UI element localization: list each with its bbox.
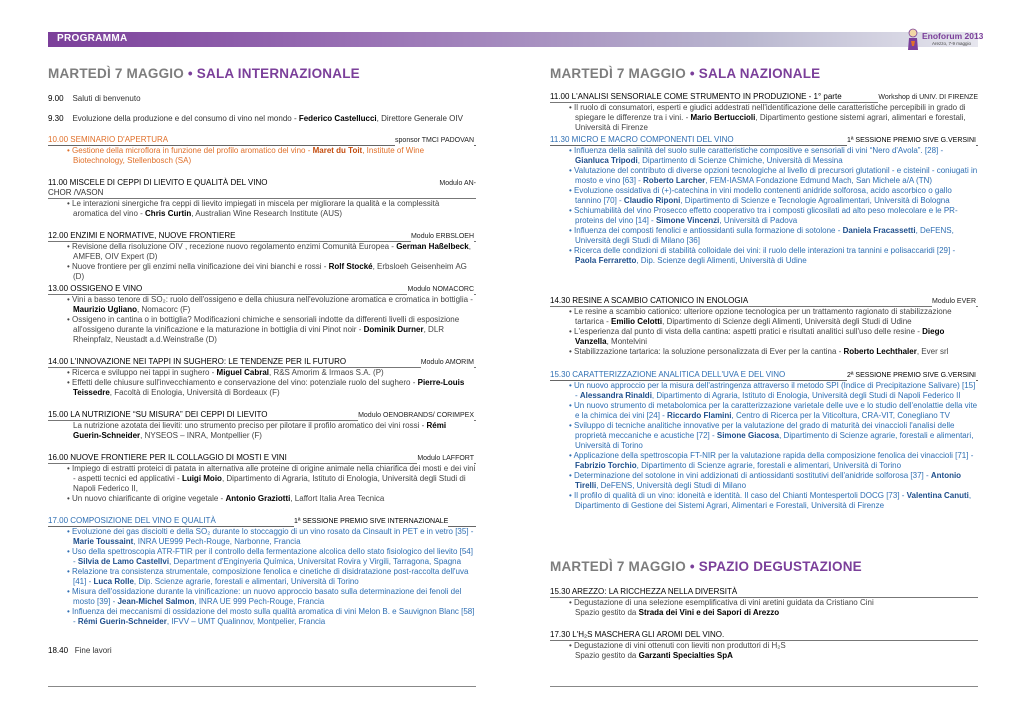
speaker-name: Federico Castellucci [298, 114, 377, 123]
event-0900 [48, 94, 141, 104]
talk-title: La nutrizione azotata dei lieviti: uno strumento preciso per pilotare il profilo aromatico dei vini rossi - [73, 421, 427, 430]
speaker-affiliation: , DLR Rheinpfalz, Neustadt a.d.Weinstraße (D) [73, 325, 445, 344]
section-bullet: • [187, 66, 193, 81]
speaker-name: Antonio Graziotti [225, 494, 291, 503]
event-sponsor: Modulo ERBSLOEH [410, 233, 474, 240]
speaker-affiliation: , Dip. Scienze agrarie, forestali e alimentari, Università di Torino [133, 577, 359, 586]
event-time: 13.00 [48, 284, 69, 293]
speaker-name: Rolf Stocké [328, 262, 373, 271]
talk-title: • Effetti delle chiusure sull'invecchiamento e conservazione del vino: potenziale ruolo del sughero - [67, 378, 418, 387]
speaker-name: Alessandra Rinaldi [579, 391, 652, 400]
talk-item [48, 464, 476, 494]
logo-title: Enoforum 2013 [922, 31, 984, 41]
talk-item [550, 651, 978, 661]
event-sponsor: Workshop di UNIV. DI FIRENZE [878, 94, 978, 101]
section-bullet: • [689, 559, 695, 574]
talk-title: • Relazione tra consistenza strumentale, composizione fenolica e cinetiche di disidratazione post-raccolta dell'uva [41] - [67, 567, 469, 586]
speaker-affiliation: , Dipartimento di Scienze e Tecnologie Agroalimentari, Università di Bologna [680, 196, 950, 205]
talk-title: • Gestione della microflora in funzione del profilo aromatico del vino - [67, 146, 313, 155]
speaker-affiliation: , Dip. Scienze degli Alimenti, Università di Udine [636, 256, 807, 265]
speaker-affiliation: , NYSEOS – INRA, Montpellier (F) [140, 431, 262, 440]
event-time: 15.30 [550, 370, 571, 379]
talk-title: • Il ruolo di consumatori, esperti e giudici addestrati nell'identificazione delle caratteristiche percepibili in grado di spiegare le differenze tra i vini. - [569, 103, 966, 122]
event-title: LA NUTRIZIONE “SU MISURA” DEI CEPPI DI LIEVITO [70, 410, 268, 419]
event-1100 [48, 178, 476, 219]
event-sponsor: Modulo LAFFORT [417, 455, 474, 462]
banner-label: PROGRAMMA [57, 33, 128, 44]
talk-item [48, 567, 476, 587]
talk-item [48, 242, 476, 262]
talk-title: • Impiego di estratti proteici di patata in alternativa alle proteine di origine animale nella chiarifica dei mosti e dei vini - aspetti tecnici ed applicativi - [67, 464, 476, 483]
event-1130-nazionale [550, 135, 978, 266]
event-time: 15.00 [48, 410, 69, 419]
talk-item [550, 451, 978, 471]
talk-item [48, 262, 476, 282]
event-1100-nazionale [550, 92, 978, 133]
event-1840 [48, 646, 112, 656]
speaker-affiliation: , Dipartimento di Scienze agrarie, forestali e alimentari, Università di Torino [636, 461, 902, 470]
speaker-affiliation: , INRA UE 999 Pech-Rouge, Francia [194, 597, 325, 606]
speaker-affiliation: , AMFEB, OIV Expert (D) [73, 242, 471, 261]
speaker-name: Simone Vincenzi [655, 216, 720, 225]
speaker-affiliation: , Nomacorc (F) [137, 305, 191, 314]
talk-item [550, 381, 978, 401]
talk-title: • Valutazione del contributo di diverse opzioni tecnologiche al livello di precursori glutationil - e cisteinil - coniugati in mosto e vino [63] - [569, 166, 978, 185]
speaker-name: Chris Curtin [145, 209, 192, 218]
event-title: RESINE A SCAMBIO CATIONICO IN ENOLOGIA [572, 296, 749, 305]
event-time: 12.00 [48, 231, 69, 240]
speaker-affiliation: , Dipartimento di Scienze degli Alimenti, Università degli Studi di Udine [662, 317, 912, 326]
speaker-name: Riccardo Flamini [667, 411, 732, 420]
event-sponsor: Modulo EVER [932, 298, 976, 305]
speaker-name: Maurizio Ugliano [73, 305, 137, 314]
talk-title: • Determinazione del sotolone in vini addizionati di antiossidanti sostitutivi dell'anidride solforosa [37] - [569, 471, 931, 480]
talk-item [550, 226, 978, 246]
speaker-affiliation: , Erbsloeh Geisenheim AG (D) [73, 262, 467, 281]
speaker-name: Antonio Tirelli [575, 471, 962, 490]
speaker-name: Silvia de Lamo Castellvi [77, 557, 170, 566]
event-title: L'ANALISI SENSORIALE COME STRUMENTO IN PRODUZIONE - 1° parte [571, 92, 842, 101]
talk-title: • Un nuovo approccio per la misura dell'astringenza attraverso il metodo SPI (Indice di Precipitazione Salivare) [15] - [569, 381, 976, 400]
event-1500 [48, 410, 476, 441]
event-title: NUOVE FRONTIERE PER IL COLLAGGIO DI MOSTI E VINI [70, 453, 287, 462]
talk-title: • Influenza dei meccanismi di ossidazione del mosto sulla qualità aromatica di vini Melon B. e Sauvignon Blanc [58] - [67, 607, 475, 626]
talk-item [48, 368, 476, 378]
speaker-name: Roberto Larcher [643, 176, 706, 185]
talk-title: • Ricerca e sviluppo nei tappi in sughero - [67, 368, 217, 377]
event-sponsor: sponsor TMCI PADOVAN [395, 137, 474, 144]
event-time: 11.00 [550, 92, 570, 101]
event-1200 [48, 231, 476, 282]
talk-item [550, 421, 978, 451]
talk-item [550, 103, 978, 133]
event-sponsor: Modulo AMORIM [420, 359, 474, 366]
speaker-name: Daniela Fracassetti [842, 226, 916, 235]
speaker-name: Simone Giacosa [716, 431, 780, 440]
event-title: CARATTERIZZAZIONE ANALITICA DELL'UVA E DEL VINO [572, 370, 786, 379]
talk-item [48, 421, 476, 441]
event-1000 [48, 135, 476, 166]
event-0930 [48, 114, 463, 124]
section-day: MARTEDÌ 7 MAGGIO [550, 66, 686, 81]
section-title-sala-nazionale [550, 66, 820, 81]
event-sponsor: 1ª SESSIONE PREMIO SIVE INTERNAZIONALE [294, 518, 449, 525]
event-title: L'H₂S MASCHERA GLI AROMI DEL VINO. [572, 630, 725, 639]
speaker-affiliation: , IFVV – UMT Qualinnov, Montpelier, Francia [166, 617, 326, 626]
speaker-affiliation: , Laffort Italia Area Tecnica [290, 494, 385, 503]
speaker-affiliation: , Dipartimento di Agraria, Istituto di Enologia, Università degli Studi di Napoli Federico II [651, 391, 961, 400]
talk-item [550, 401, 978, 421]
event-title: Fine lavori [74, 646, 112, 655]
talk-item [550, 307, 978, 327]
speaker-affiliation: , Montelvini [606, 337, 648, 346]
talk-item [550, 491, 978, 511]
talk-item [48, 527, 476, 547]
event-time: 11.00 [48, 178, 68, 187]
event-time: 14.00 [48, 357, 69, 366]
talk-title: • Vini a basso tenore di SO₂: ruolo dell'ossigeno e della chiusura nell'evoluzione aromatica e cromatica in bottiglia - [67, 295, 473, 304]
speaker-name: Valentina Canuti [906, 491, 969, 500]
event-time: 17.00 [48, 516, 69, 525]
event-time: 18.40 [48, 646, 69, 655]
speaker-affiliation: , Università di Padova [719, 216, 798, 225]
speaker-affiliation: , INRA UE999 Pech-Rouge, Narbonne, Francia [133, 537, 301, 546]
event-title: OSSIGENO E VINO [70, 284, 143, 293]
event-sponsor-continued: CHOR /VASON [48, 188, 476, 199]
talk-item [550, 166, 978, 186]
speaker-name: Paola Ferraretto [575, 256, 637, 265]
host-name: Strada dei Vini e dei Sapori di Arezzo [638, 608, 780, 617]
talk-title: • Un nuovo chiarificante di origine vegetale - [67, 494, 226, 503]
talk-title: • Sviluppo di tecniche analitiche innovative per la valutazione del grado di maturità dei vinaccioli l'analisi delle proprietà meccaniche e acustiche [72] - [569, 421, 955, 440]
talk-item [550, 598, 978, 608]
event-time: 16.00 [48, 453, 69, 462]
talk-item [48, 315, 476, 345]
talk-title: • Influenza della salinità del suolo sulle caratteristiche compositive e sensoriali di vini “Nero d'Avola”. [28] - [569, 146, 944, 155]
speaker-name: Dominik Durner [363, 325, 424, 334]
event-title: SEMINARIO D'APERTURA [70, 135, 169, 144]
talk-item [48, 378, 476, 398]
speaker-name: German Haßelbeck [396, 242, 469, 251]
speaker-affiliation: , R&S Amorim & Irmaos S.A. (P) [269, 368, 384, 377]
event-time: 11.30 [550, 135, 570, 144]
speaker-name: Claudio Riponi [623, 196, 681, 205]
talk-title: • Ricerca delle condizioni di stabilità colloidale dei vini: il ruolo delle interazioni tra tannini e polisaccaridi [29] - [569, 246, 956, 255]
talk-title: • Un nuovo strumento di metabolomica per la caratterizzazione varietale delle uve e lo studio dell'enolattie della vite e la chimica dei vini [24] - [569, 401, 978, 420]
event-1530-degustazione [550, 587, 978, 618]
talk-title: • Influenza dei composti fenolici e antiossidanti sulla formazione di sotolone - [569, 226, 843, 235]
section-room: SPAZIO DEGUSTAZIONE [698, 559, 862, 574]
speaker-affiliation: , Dipartimento di Gestione dei Sistemi Agrari, Alimentari e Forestali, Università di Firenze [575, 491, 972, 510]
speaker-affiliation: , Ever srl [916, 347, 949, 356]
speaker-affiliation: , Institute of Wine Biotechnology, Stellenbosch (SA) [73, 146, 425, 165]
speaker-affiliation: , Facoltà di Enologia, Università di Bordeaux (F) [109, 388, 280, 397]
event-sponsor: Modulo OENOBRANDS/ CORIMPEX [358, 412, 474, 419]
section-room: SALA INTERNAZIONALE [196, 66, 360, 81]
event-title: MISCELE DI CEPPI DI LIEVITO E QUALITÀ DEL VINO [69, 178, 268, 187]
talk-item [48, 547, 476, 567]
speaker-name: Mario Bertuccioli [690, 113, 756, 122]
mascot-icon [906, 28, 920, 52]
event-1600 [48, 453, 476, 504]
event-title: ENZIMI E NORMATIVE, NUOVE FRONTIERE [70, 231, 236, 240]
speaker-affiliation: , Dipartimento di Scienze Chimiche, Università di Messina [637, 156, 843, 165]
speaker-name: Jean-Michel Salmon [117, 597, 195, 606]
event-title: AREZZO: LA RICCHEZZA NELLA DIVERSITÀ [571, 587, 738, 596]
talk-title: • Nuove frontiere per gli enzimi nella vinificazione dei vini bianchi e rossi - [67, 262, 329, 271]
section-day: MARTEDÌ 7 MAGGIO [48, 66, 184, 81]
speaker-name: Miguel Cabral [216, 368, 269, 377]
talk-title: • Uso della spettroscopia ATR-FTIR per il controllo della fermentazione alcolica dello stato fisiologico del lievito [54] - [67, 547, 473, 566]
speaker-name: Luca Rolle [93, 577, 134, 586]
talk-item [550, 327, 978, 347]
speaker-name: Maret du Toit [312, 146, 363, 155]
talk-title: • Schiumabilità del vino Prosecco effetto cooperativo tra i composti glicosilati ad alto peso molecolare e le PR-proteins del vino [14] - [569, 206, 958, 225]
talk-title: • Il profilo di qualità di un vino: idoneità e identità. Il caso del Chianti Montespertoli DOCG [73] - [569, 491, 907, 500]
talk-item [550, 641, 978, 651]
speaker-affiliation: , Dipartimento di Agraria, Istituto di Enologia, Università degli Studi di Napoli Federico II, [73, 474, 466, 493]
talk-item [48, 199, 476, 219]
tasting-description: • Degustazione di una selezione esemplificativa di vini aretini guidata da Cristiano Cini [569, 598, 874, 607]
speaker-name: Pierre-Louis Teissedre [73, 378, 465, 397]
bottom-divider-left [48, 686, 476, 687]
speaker-name: Diego Vanzella [575, 327, 945, 346]
section-title-spazio-degustazione [550, 559, 862, 574]
event-1400 [48, 357, 476, 398]
talk-title: • Le interazioni sinergiche fra ceppi di lievito impiegati in miscela per migliorare la qualità e la complessità aromatica del vino - [67, 199, 440, 218]
section-title-sala-internazionale [48, 66, 360, 81]
event-time: 14.30 [550, 296, 571, 305]
speaker-affiliation: , Centro di Ricerca per la Viticoltura, CRA-VIT, Conegliano TV [731, 411, 950, 420]
speaker-name: Luigi Moio [181, 474, 222, 483]
speaker-affiliation: , Dipartimento gestione sistemi agrari, alimentari e forestali, Università di Firenze [575, 113, 966, 132]
speaker-name: Fabrizio Torchio [575, 461, 637, 470]
event-time: 9.30 [48, 114, 64, 123]
speaker-name: Rémi Guerin-Schneider [73, 421, 447, 440]
event-1300 [48, 284, 476, 345]
talk-title: • Ossigeno in cantina o in bottiglia? Modificazioni chimiche e sensoriali indotte da differenti livelli di esposizione all'ossigeno durante la vinificazione e la maturazione in bottiglia di vini Pinot noir - [67, 315, 460, 334]
speaker-name: Roberto Lechthaler [843, 347, 917, 356]
talk-item [550, 608, 978, 618]
talk-item [48, 607, 476, 627]
talk-title: • Evoluzione ossidativa di (+)-catechina in vini modello contenenti anidride solforosa, acido ascorbico o gallo tannino [70] - [569, 186, 952, 205]
event-time: 17.30 [550, 630, 571, 639]
speaker-affiliation: , DeFENS, Università degli Studi di Milano [596, 481, 747, 490]
speaker-affiliation: , Australian Wine Research Institute (AUS) [191, 209, 342, 218]
talk-title: • Revisione della risoluzione OIV , recezione nuovo regolamento enzimi Comunità Europea - [67, 242, 397, 251]
talk-title: • Applicazione della spettroscopia FT-NIR per la valutazione rapida della composizione fenolica dei vinaccioli [71] - [569, 451, 974, 460]
event-sponsor: 2ª SESSIONE PREMIO SIVE G.VERSINI [846, 372, 976, 379]
event-time: 10.00 [48, 135, 69, 144]
event-title: Saluti di benvenuto [72, 94, 141, 103]
section-bullet: • [689, 66, 695, 81]
talk-title: • Misura dell'ossidazione durante la vinificazione: un nuovo approccio basato sulla determinazione dei fenoli del mosto [39] - [67, 587, 462, 606]
speaker-name: Emilio Celotti [611, 317, 663, 326]
event-title: MICRO E MACRO COMPONENTI DEL VINO [571, 135, 734, 144]
event-sponsor: Modulo AN- [439, 180, 476, 187]
talk-item [550, 186, 978, 206]
programma-banner [48, 32, 978, 47]
logo-subtitle: Arezzo, 7-9 maggio [932, 41, 972, 46]
event-sponsor: Modulo NOMACORC [407, 286, 474, 293]
speaker-name: Gianluca Tripodi [575, 156, 638, 165]
talk-item [48, 494, 476, 504]
talk-item [550, 347, 978, 357]
speaker-affiliation: , DeFENS, Università degli Studi di Milano [36] [575, 226, 954, 245]
speaker-affiliation: , Department d'Enginyeria Química, Universitat Rovira y Virgili, Tarragona, Spagna [169, 557, 462, 566]
event-title: Evoluzione della produzione e del consumo di vino nel mondo - [72, 114, 299, 123]
event-title: L'INNOVAZIONE NEI TAPPI IN SUGHERO: LE TENDENZE PER IL FUTURO [70, 357, 347, 366]
managed-by-label: Spazio gestito da [575, 651, 639, 660]
talk-item [48, 146, 476, 166]
speaker-name: Rémi Guerin-Schneider [77, 617, 167, 626]
event-time: 15.30 [550, 587, 571, 596]
event-1700 [48, 516, 476, 627]
managed-by-label: Spazio gestito da [575, 608, 639, 617]
section-day: MARTEDÌ 7 MAGGIO [550, 559, 686, 574]
talk-title: • Evoluzione dei gas disciolti e della SO₂ durante lo stoccaggio di un vino rosato da Cinsault in PET e in vetro [35] - [67, 527, 474, 536]
talk-item [550, 146, 978, 166]
bottom-divider-right [550, 686, 978, 687]
event-sponsor: 1ª SESSIONE PREMIO SIVE G.VERSINI [846, 137, 976, 144]
event-1730-degustazione [550, 630, 978, 661]
event-title-suffix: , Direttore Generale OIV [376, 114, 463, 123]
speaker-affiliation: , Dipartimento di Scienze agrarie, forestali e alimentari, Università di Torino [575, 431, 974, 450]
event-1530-nazionale [550, 370, 978, 511]
talk-item [550, 206, 978, 226]
event-time: 9.00 [48, 94, 64, 103]
talk-title: • Stabilizzazione tartarica: la soluzione personalizzata di Ever per la cantina - [569, 347, 844, 356]
enoforum-logo [906, 28, 986, 54]
talk-item [550, 471, 978, 491]
host-name: Garzanti Specialties SpA [638, 651, 733, 660]
talk-item [550, 246, 978, 266]
talk-title: • L'esperienza dal punto di vista della cantina: aspetti pratici e risultati analitici sull'uso delle resine - [569, 327, 923, 336]
event-1430-nazionale [550, 296, 978, 357]
speaker-affiliation: , FEM-IASMA Fondazione Edmund Mach, San Michele a/A (TN) [705, 176, 933, 185]
speaker-name: Marie Toussaint [73, 537, 134, 546]
event-title: COMPOSIZIONE DEL VINO E QUALITÀ [70, 516, 216, 525]
talk-title: • Le resine a scambio cationico: ulteriore opzione tecnologica per un trattamento ragionato di stabilizzazione tartarica - [569, 307, 952, 326]
talk-item [48, 295, 476, 315]
tasting-description: • Degustazione di vini ottenuti con lieviti non produttori di H₂S [569, 641, 786, 650]
talk-item [48, 587, 476, 607]
section-room: SALA NAZIONALE [698, 66, 821, 81]
